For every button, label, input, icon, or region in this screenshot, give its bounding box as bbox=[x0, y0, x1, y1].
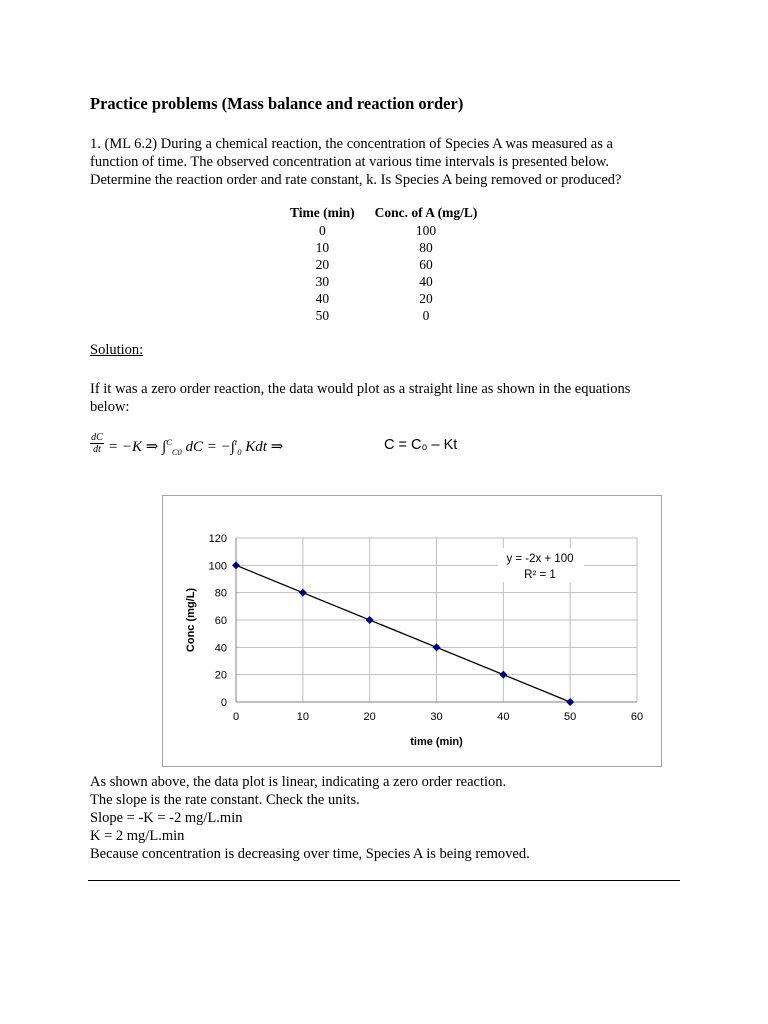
r-squared-label: R² = 1 bbox=[524, 569, 556, 581]
fraction-numerator: dC bbox=[91, 432, 103, 443]
y-tick-label: 60 bbox=[214, 615, 227, 627]
problem-line: function of time. The observed concentration at various time intervals is presented below. bbox=[90, 154, 610, 170]
y-tick-label: 20 bbox=[214, 669, 227, 682]
derivative-fraction bbox=[90, 432, 104, 456]
problem-statement bbox=[90, 135, 621, 189]
x-tick-label: 60 bbox=[630, 711, 644, 723]
y-tick-label: 80 bbox=[214, 587, 227, 600]
conclusion-line: Because concentration is decreasing over time, Species A is being removed. bbox=[90, 846, 530, 862]
conclusion-line: The slope is the rate constant. Check the units. bbox=[90, 792, 360, 808]
rate-equation bbox=[88, 430, 488, 464]
data-point bbox=[499, 671, 507, 679]
problem-line: 1. (ML 6.2) During a chemical reaction, the concentration of Species A was measured as a bbox=[90, 136, 613, 152]
equation-part: = −K ⇒ ∫ bbox=[108, 439, 167, 455]
horizontal-rule bbox=[88, 880, 680, 881]
trendline bbox=[236, 565, 570, 702]
table-cell: 50 bbox=[315, 308, 330, 323]
solution-label: Solution: bbox=[90, 342, 144, 358]
integral-lower-limit: 0 bbox=[237, 447, 242, 457]
data-point bbox=[433, 643, 441, 651]
table-cell: 30 bbox=[315, 274, 330, 289]
table-cell: 10 bbox=[315, 240, 330, 255]
chart-frame bbox=[162, 495, 662, 767]
table-row bbox=[280, 256, 487, 273]
table-cell: 80 bbox=[419, 240, 433, 255]
table-cell: 40 bbox=[419, 274, 433, 289]
x-tick-label: 0 bbox=[232, 711, 240, 723]
integral-lower-limit: C0 bbox=[171, 447, 182, 457]
explanation-line: below: bbox=[90, 399, 130, 415]
zero-order-explanation bbox=[90, 380, 630, 416]
x-tick-label: 30 bbox=[430, 711, 443, 723]
concentration-chart bbox=[163, 496, 661, 766]
table-cell: 20 bbox=[315, 257, 330, 272]
x-tick-label: 40 bbox=[497, 711, 510, 723]
explanation-line: If it was a zero order reaction, the data would plot as a straight line as shown in the equations bbox=[90, 381, 631, 397]
integral-upper-limit: t bbox=[234, 437, 238, 447]
table-row bbox=[280, 290, 487, 307]
y-tick-label: 40 bbox=[214, 642, 227, 655]
conclusion-line: K = 2 mg/L.min bbox=[90, 828, 185, 844]
conclusion-line: Slope = -K = -2 mg/L.min bbox=[90, 810, 243, 826]
data-table bbox=[280, 204, 487, 324]
equation-body bbox=[108, 437, 283, 457]
x-tick-label: 20 bbox=[363, 711, 376, 723]
x-axis-title: time (min) bbox=[410, 736, 463, 748]
trendline-equation: y = -2x + 100 bbox=[506, 553, 574, 565]
data-point bbox=[566, 698, 574, 706]
table-header-row bbox=[280, 204, 487, 222]
data-point bbox=[299, 589, 307, 597]
fraction-denominator: dt bbox=[93, 444, 101, 455]
table-row bbox=[280, 222, 487, 239]
table-row bbox=[280, 239, 487, 256]
y-tick-label: 120 bbox=[208, 533, 227, 545]
table-cell: 0 bbox=[422, 308, 430, 323]
page-title: Practice problems (Mass balance and reaction order) bbox=[90, 94, 464, 113]
y-tick-label: 100 bbox=[208, 560, 227, 573]
data-point bbox=[366, 616, 374, 624]
table-row bbox=[280, 307, 487, 324]
equation-part: dC = −∫ bbox=[185, 439, 235, 455]
table-row bbox=[280, 273, 487, 290]
table-cell: 40 bbox=[315, 291, 330, 306]
x-tick-label: 10 bbox=[296, 711, 309, 723]
equation-result: C = C₀ – Kt bbox=[384, 437, 458, 453]
x-tick-label: 50 bbox=[564, 711, 577, 723]
equation-part: Kdt ⇒ bbox=[245, 439, 284, 455]
table-cell: 60 bbox=[419, 257, 433, 272]
column-header-time: Time (min) bbox=[290, 205, 355, 220]
problem-line: Determine the reaction order and rate constant, k. Is Species A being removed or produced? bbox=[90, 172, 622, 188]
table-cell: 0 bbox=[318, 223, 326, 238]
table-cell: 100 bbox=[415, 223, 437, 238]
y-axis-title: Conc (mg/L) bbox=[185, 587, 197, 653]
y-tick-label: 0 bbox=[220, 697, 227, 709]
integral-upper-limit: C bbox=[166, 437, 172, 447]
conclusion-line: As shown above, the data plot is linear, indicating a zero order reaction. bbox=[90, 774, 507, 790]
column-header-conc: Conc. of A (mg/L) bbox=[374, 205, 478, 220]
conclusion bbox=[90, 773, 530, 863]
data-point bbox=[232, 561, 240, 569]
table-cell: 20 bbox=[419, 291, 433, 306]
